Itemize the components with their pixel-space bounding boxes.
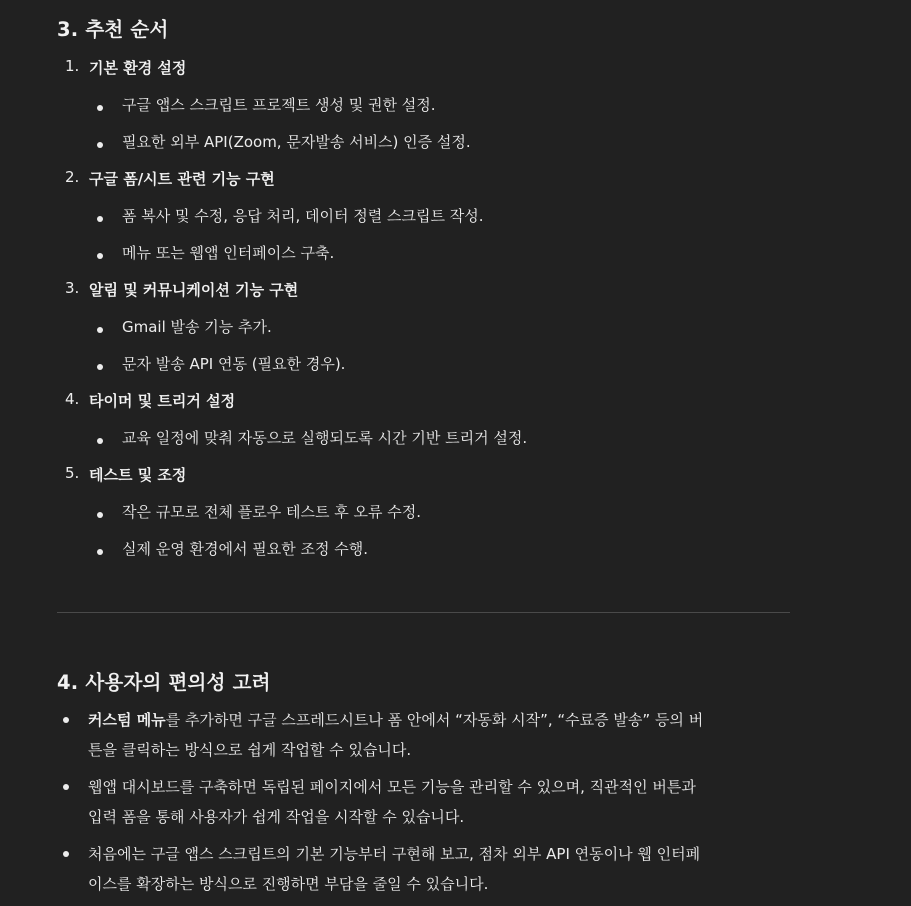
bullet-icon xyxy=(97,142,103,148)
sub-item-text: 실제 운영 환경에서 필요한 조정 수행. xyxy=(122,540,368,558)
bullet-icon xyxy=(97,549,103,555)
bullet-icon xyxy=(97,512,103,518)
tips-list xyxy=(57,705,792,906)
step-item xyxy=(57,53,792,90)
section-divider xyxy=(57,612,790,613)
step-number: 2. xyxy=(65,168,80,186)
tip-line: 입력 폼을 통해 사용자가 쉽게 작업을 시작할 수 있습니다. xyxy=(88,808,465,826)
tip-line: 웹앱 대시보드를 구축하면 독립된 페이지에서 모든 기능을 관리할 수 있으며, 직관적인 버튼과 xyxy=(88,778,696,796)
sub-item-text: 필요한 외부 API(Zoom, 문자발송 서비스) 인증 설정. xyxy=(122,133,471,151)
step-number: 3. xyxy=(65,279,80,297)
sub-list-item xyxy=(57,127,792,164)
bullet-icon xyxy=(97,364,103,370)
sub-item-text: 문자 발송 API 연동 (필요한 경우). xyxy=(122,355,346,373)
bullet-icon xyxy=(97,327,103,333)
step-number: 4. xyxy=(65,390,80,408)
tip-line: 이스를 확장하는 방식으로 진행하면 부담을 줄일 수 있습니다. xyxy=(88,875,489,893)
section-heading-user-convenience: 4. 사용자의 편의성 고려 xyxy=(57,671,271,694)
sub-list-item xyxy=(57,312,792,349)
sub-list-item xyxy=(57,238,792,275)
step-title: 기본 환경 설정 xyxy=(89,59,187,77)
step-title: 구글 폼/시트 관련 기능 구현 xyxy=(89,170,275,188)
sub-list-item xyxy=(57,201,792,238)
sub-item-text: 구글 앱스 스크립트 프로젝트 생성 및 권한 설정. xyxy=(122,96,436,114)
sub-item-text: 교육 일정에 맞춰 자동으로 실행되도록 시간 기반 트리거 설정. xyxy=(122,429,528,447)
step-title: 테스트 및 조정 xyxy=(89,466,187,484)
step-number: 5. xyxy=(65,464,80,482)
step-item xyxy=(57,275,792,312)
sub-item-text: 폼 복사 및 수정, 응답 처리, 데이터 정렬 스크립트 작성. xyxy=(122,207,484,225)
sub-list-item xyxy=(57,497,792,534)
sub-list-item xyxy=(57,349,792,386)
sub-list-item xyxy=(57,90,792,127)
list-item xyxy=(57,705,792,765)
tip-line xyxy=(88,705,792,735)
tip-line: 튼을 클릭하는 방식으로 쉽게 작업할 수 있습니다. xyxy=(88,741,412,759)
tip-line: 처음에는 구글 앱스 스크립트의 기본 기능부터 구현해 보고, 점차 외부 API 연동이나 웹 인터페 xyxy=(88,845,701,863)
step-item xyxy=(57,164,792,201)
step-item xyxy=(57,460,792,497)
sub-item-text: Gmail 발송 기능 추가. xyxy=(122,318,272,336)
step-title: 타이머 및 트리거 설정 xyxy=(89,392,236,410)
tip-text: 를 추가하면 구글 스프레드시트나 폼 안에서 “자동화 시작”, “수료증 발송” 등의 버 xyxy=(165,711,704,729)
bullet-icon xyxy=(97,253,103,259)
section-heading-recommended-order: 3. 추천 순서 xyxy=(57,18,169,41)
bullet-icon xyxy=(63,717,69,723)
bullet-icon xyxy=(97,105,103,111)
bullet-icon xyxy=(63,851,69,857)
list-item xyxy=(57,772,792,832)
sub-list-item xyxy=(57,534,792,571)
step-title: 알림 및 커뮤니케이션 기능 구현 xyxy=(89,281,299,299)
list-item xyxy=(57,839,792,899)
sub-list-item xyxy=(57,423,792,460)
bullet-icon xyxy=(97,438,103,444)
step-item xyxy=(57,386,792,423)
ordered-steps-list xyxy=(57,53,792,571)
bold-term: 커스텀 메뉴 xyxy=(88,711,166,729)
step-number: 1. xyxy=(65,57,80,75)
bullet-icon xyxy=(63,784,69,790)
sub-item-text: 작은 규모로 전체 플로우 테스트 후 오류 수정. xyxy=(122,503,421,521)
sub-item-text: 메뉴 또는 웹앱 인터페이스 구축. xyxy=(122,244,335,262)
bullet-icon xyxy=(97,216,103,222)
